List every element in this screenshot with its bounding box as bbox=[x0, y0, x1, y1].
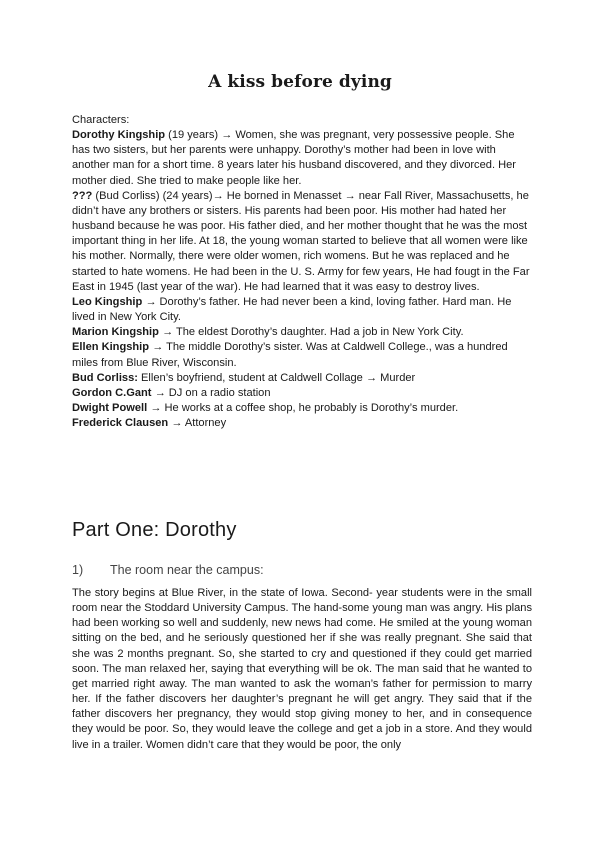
character-entry bbox=[72, 401, 532, 416]
character-entry bbox=[72, 128, 532, 189]
section-number: 1) bbox=[72, 563, 84, 577]
character-name: Dorothy Kingship bbox=[72, 129, 166, 142]
character-name: Marion Kingship bbox=[72, 326, 159, 339]
part-title: Part One: Dorothy bbox=[72, 519, 237, 541]
section-title: The room near the campus: bbox=[110, 563, 264, 577]
character-entry bbox=[72, 340, 532, 370]
character-entry bbox=[72, 416, 532, 431]
character-name: Bud Corliss: bbox=[72, 371, 138, 384]
character-description: → Attorney bbox=[168, 417, 227, 430]
character-entry bbox=[72, 295, 532, 325]
characters-heading: Characters: bbox=[72, 114, 130, 126]
character-description: (19 years) → Women, she was pregnant, very possessive people. She has two sisters, but her parents were unhappy. Dorothy’s mother had been in love with another man for a short time. 8 years later his husband discovered, and they divorced. Her mother died. She tried to make people like her. bbox=[72, 129, 516, 187]
character-name: Leo Kingship bbox=[72, 295, 143, 308]
story-paragraph: The story begins at Blue River, in the state of Iowa. Second- year students were in the small room near the Stoddard University Campus. The hand-some young man was angry. His plans had been working so well and suddenly, new news had come. He smiled at the young woman sitting on the bed, and he seriously questioned her if she was really pregnant. She said that she was 2 months pregnant. So, she started to cry and questioned if they could get married soon. The man relaxed her, saying that everything will be ok. The man said that he wanted to get married right away. The man wanted to ask the woman’s father for permission to marry her. If the father discovers her daughter’s pregnant he will get angry. They said that if the father discovers her pregnancy, they would stop giving money to her, and in consequence they would be poor. So, they would leave the college and get a job in a store. And they would live in a trailer. Women didn’t care that they would be poor, the only bbox=[72, 587, 532, 751]
character-description: (Bud Corliss) (24 years)→ He borned in Menasset → near Fall River, Massachusetts, he didn’t have any brothers or sisters. His parents had been poor. His mother had hated her husband because he was poor. His father died, and her mother thought that he was the most important thing in her life. At 18, the young woman started to believe that all women were like his mother. Normally, there were older women, rich womens. But he was replaced and he started to hate womens. He had been in the U. S. Army for few years, He had fougt in the Far East in 1945 (last year of the war). He had learned that it was easy to destroy lives. bbox=[72, 189, 530, 293]
character-name: Gordon C.Gant bbox=[72, 386, 152, 399]
characters-section bbox=[72, 113, 532, 431]
character-description: → DJ on a radio station bbox=[151, 386, 271, 399]
character-entry bbox=[72, 386, 532, 401]
character-description: Ellen’s boyfriend, student at Caldwell Collage → Murder bbox=[137, 371, 416, 384]
character-name: Ellen Kingship bbox=[72, 341, 150, 354]
character-name: Frederick Clausen bbox=[72, 417, 169, 430]
section-heading bbox=[72, 563, 264, 577]
character-name: Dwight Powell bbox=[72, 401, 148, 414]
character-entry bbox=[72, 371, 532, 386]
character-name: ??? bbox=[72, 189, 93, 202]
character-description: → Dorothy’s father. He had never been a kind, loving father. Hard man. He lived in New York City. bbox=[72, 295, 512, 324]
character-description: → The eldest Dorothy’s daughter. Had a job in New York City. bbox=[158, 326, 464, 339]
character-entry bbox=[72, 325, 532, 340]
character-description: → The middle Dorothy’s sister. Was at Caldwell College., was a hundred miles from Blue River, Wisconsin. bbox=[72, 341, 508, 369]
document-title: A kiss before dying bbox=[208, 72, 392, 92]
character-entry bbox=[72, 189, 532, 295]
story-body bbox=[72, 586, 532, 753]
character-description: → He works at a coffee shop, he probably is Dorothy’s murder. bbox=[147, 401, 459, 414]
